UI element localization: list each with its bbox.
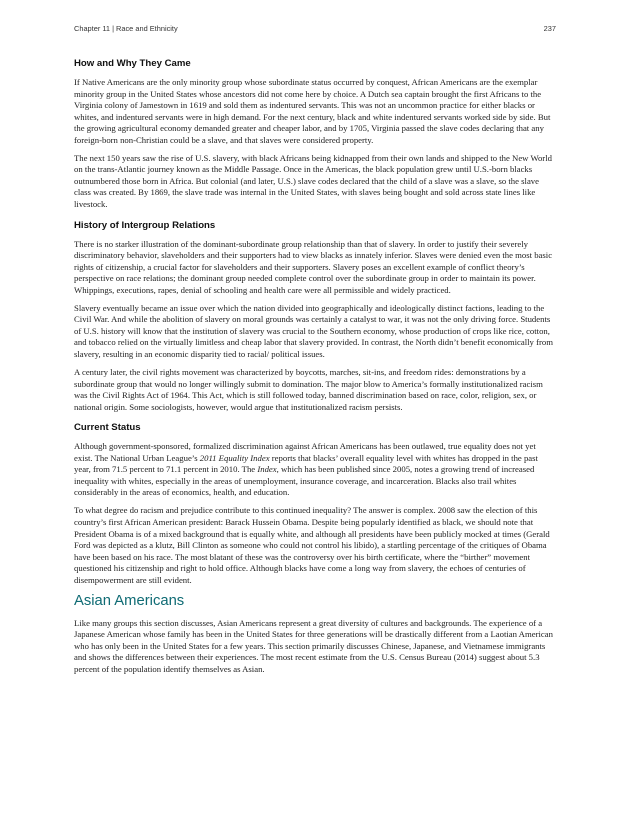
text-run: reports that blacks’ overall equality level with whites has dropped in the past year, from 71.5 percent to 71.1 percent in 2010. The: [74, 452, 538, 475]
paragraph: There is no starker illustration of the dominant-subordinate group relationship than that of slavery. In order to justify their severely discriminatory behavior, slaveholders and their supporters had to view blacks as innately inferior. Slaves were denied even the most basic rights of citizenship, a crucial factor for slaveholders and their supporters. Slavery poses an excellent example of conflict theory’s perspective on race relations; the dominant group needed complete control over the subordinate group in order to maintain its power. Whippings, executions, rapes, denial of schooling and health care were all permissible and widely practiced.: [74, 238, 553, 295]
paragraph: Slavery eventually became an issue over which the nation divided into geographically and ideologically distinct factions, leading to the Civil War. And while the abolition of slavery on moral grounds was certainly a catalyst to war, it was not the only driving force. Students of U.S. history will know that the institution of slavery was crucial to the Southern economy, whose production of crops like rice, cotton, and tobacco relied on the virtually limitless and cheap labor that slavery provided. In contrast, the North didn’t benefit economically from slavery, resulting in an economic disparity tied to racial/ political issues.: [74, 302, 553, 359]
section-heading-how-and-why: How and Why They Came: [74, 58, 191, 69]
paragraph: To what degree do racism and prejudice contribute to this continued inequality? The answer is complex. 2008 saw the election of this country’s first African American president: Barack Hussein Obama. Despite being popularly identified as black, we should note that President Obama is of a mixed background that is equally white, and although all presidents have been publicly mocked at times (Gerald Ford was depicted as a klutz, Bill Clinton as someone who could not control his libido), a startling percentage of the critiques of Obama have been based on his race. The most blatant of these was the controversy over his birth certificate, where the “birther” movement questioned his citizenship and right to hold office. Although blacks have come a long way from slavery, the echoes of centuries of disempowerment are still evident.: [74, 505, 550, 585]
report-title: 2011 Equality Index: [199, 452, 270, 463]
section-title-asian-americans: Asian Americans: [74, 592, 185, 609]
paragraph: Like many groups this section discusses, Asian Americans represent a great diversity of cultures and backgrounds. The experience of a Japanese American whose family has been in the United States for three generations will be drastically different from a Laotian American who has only been in the United States for a few years. This section primarily discusses Chinese, Japanese, and Vietnamese immigrants and shows the differences between their experiences. The most recent estimate from the U.S. Census Bureau (2014) suggest about 5.3 percent of the population identify themselves as Asian.: [74, 617, 553, 674]
paragraph: A century later, the civil rights movement was characterized by boycotts, marches, sit-ins, and freedom rides: demonstrations by a subordinate group that would no longer willingly submit to domination. The major blow to America’s formally institutionalized racism was the Civil Rights Act of 1964. This Act, which is still followed today, banned discrimination based on race, color, religion, sex, or national origin. Some sociologists, however, would argue that institutionalized racism persists.: [74, 366, 543, 412]
report-title-short: Index: [257, 464, 277, 475]
text-run: Although government-sponsored, formalized discrimination against African Americans has been outlawed, true equality does not yet exist. The National Urban League’s: [74, 441, 536, 463]
text-run: , which has been published since 2005, notes a growing trend of increased inequality with whites, especially in the areas of unemployment, insurance coverage, and incarceration. Blacks also trail whites considerably in the areas of economics, health, and education.: [74, 464, 535, 498]
section-heading-intergroup-relations: History of Intergroup Relations: [74, 219, 216, 231]
paragraph: [74, 441, 556, 499]
section-heading-current-status: Current Status: [74, 422, 141, 434]
page-body: [74, 58, 556, 682]
chapter-title: Chapter 11 | Race and Ethnicity: [74, 24, 178, 33]
page-number: 237: [543, 24, 556, 33]
paragraph: The next 150 years saw the rise of U.S. slavery, with black Africans being kidnapped from their own lands and shipped to the New World on the trans-Atlantic journey known as the Middle Passage. Once in the Americas, the black population grew until U.S.-born blacks outnumbered those born in Africa. But colonial (and later, U.S.) slave codes declared that the child of a slave was a slave, so the slave class was created. By 1869, the slave trade was internal in the United States, with slaves being bought and sold across state lines like livestock.: [74, 152, 552, 209]
paragraph: If Native Americans are the only minority group whose subordinate status occurred by conquest, African Americans are the exemplar minority group in the United States whose ancestors did not come here by choice. A Dutch sea captain brought the first Africans to the Virginia colony of Jamestown in 1619 and sold them as indentured servants. This was not an uncommon practice for either blacks or whites, and indentured servants were in high demand. For the next century, black and white indentured servants worked side by side. But the growing agricultural economy demanded greater and cheaper labor, and by 1705, Virginia passed the slave codes declaring that any foreign-born non-Christian could be a slave, and that slaves were considered property.: [74, 77, 551, 145]
page-header: [74, 24, 556, 36]
